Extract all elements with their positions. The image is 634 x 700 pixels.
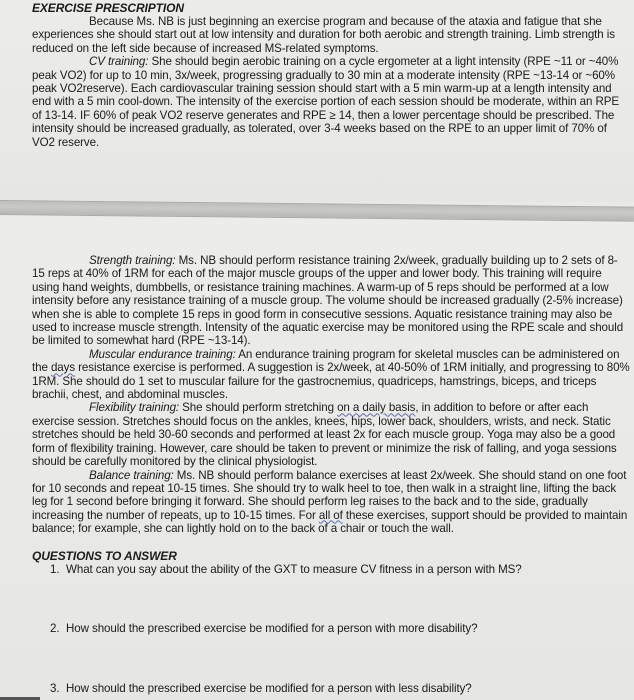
muscular-endurance-text-b: resistance exercise is performed. A suggestion is 2x/week, at 40-50% of 1RM initially, and progressing to 80% 1RM. She should do 1 set to muscular failure for the gastrocnemius, quadriceps, hamstrings, biceps, and triceps brachii, chest, and abdominal muscles. — [32, 361, 630, 402]
spellcheck-flagged-phrase[interactable]: on a daily basis — [337, 401, 416, 415]
balance-paragraph — [32, 469, 630, 536]
questions-list — [32, 563, 630, 695]
intro-paragraph: Because Ms. NB is just beginning an exercise program and because of the ataxia and fatigue that she experiences she should start out at low intensity and duration for both aerobic and strength training. Limb strength is reduced on the left side because of increased MS-related symptoms. — [32, 15, 615, 55]
cv-training-paragraph — [32, 55, 630, 149]
strength-training-paragraph — [32, 254, 630, 348]
strength-training-label: Strength training: — [89, 254, 176, 267]
question-text: What can you say about the ability of the GXT to measure CV fitness in a person with MS? — [66, 562, 522, 576]
flexibility-text-b: , in addition to before or after each exercise session. Stretches should focus on the ankles, knees, hips, lower back, shoulders, wrists, and neck. Static stretches should be held 30-60 seconds and performed at least 2x for each muscle group. Yoga may also be a good form of flexibility training. However, care should be taken to prevent or minimize the risk of falling, and yoga sessions should be carefully monitored by the clinical physiologist. — [32, 401, 617, 469]
question-number: 2. — [50, 622, 60, 636]
question-item — [32, 682, 630, 695]
training-details-section — [32, 254, 630, 695]
balance-text-b: these exercises, support should be provided to maintain balance; for example, she can lightly hold on to the back of a chair or touch the wall. — [32, 508, 628, 536]
flexibility-label: Flexibility training: — [89, 401, 180, 415]
muscular-endurance-label: Muscular endurance training: — [89, 347, 236, 361]
question-number: 1. — [50, 562, 60, 576]
flexibility-text-a: She should perform stretching — [179, 401, 338, 415]
spellcheck-flagged-word[interactable]: days — [50, 361, 76, 375]
muscular-endurance-paragraph — [32, 348, 630, 402]
exercise-prescription-section — [32, 1, 630, 149]
muscular-endurance-text-a: An endurance training program for skeletal muscles can be administered on the — [32, 347, 620, 375]
questions-heading: QUESTIONS TO ANSWER — [32, 548, 177, 563]
question-item — [32, 563, 630, 576]
strength-training-text: Ms. NB should perform resistance training 2x/week, gradually building up to 2 sets of 8-15 reps at 40% of 1RM for each of the major muscle groups of the upper and lower body. This training will require using hand weights, dumbbells, or resistance training machines. A warm-up of 5 reps should be performed at a low intensity before any resistance training of a muscle group. The volume should be increased gradually (2-5% increase) when she is able to complete 15 reps in good form in consecutive sessions. Aquatic resistance training may also be used to increase muscle strength. Intensity of the aquatic exercise may be monitored using the RPE scale and should be limited to somewhat hard (RPE ~13-14). — [32, 254, 624, 348]
question-text: How should the prescribed exercise be modified for a person with less disability? — [66, 681, 472, 695]
cv-training-text: She should begin aerobic training on a cycle ergometer at a light intensity (RPE ~11 or ~40% peak VO2) for up to 10 min, 3x/week, progressing gradually to 30 min at a moderate intensity (RPE ~13-14 or ~60% peak VO2reserve). Each cardiovascular training session should start with a 5 min warm-up at a length intensity and end with a 5 min cool-down. The intensity of the exercise portion of each session should be moderate, within an RPE of 13-14. IF 60% of peak VO2 reserve generates and RPE ≥ 14, then a lower percentage should be prescribed. The intensity should be increased gradually, as tolerated, over 3-4 weeks based on the RPE to an upper limit of 70% of VO2 reserve. — [32, 55, 619, 149]
balance-text-a: Ms. NB should perform balance exercises at least 2x/week. She should stand on one foot for 10 seconds and repeat 10-15 times. She should try to walk heel to toe, then walk in a straight line, lifting the back leg for 1 second before bringing it forward. She should perform leg raises to the back and to the side, gradually increasing the number of repeats, up to 10-15 times. For — [32, 468, 627, 522]
question-text: How should the prescribed exercise be modified for a person with more disability? — [66, 622, 478, 636]
question-item — [32, 622, 630, 635]
balance-label: Balance training: — [89, 468, 174, 482]
cv-training-label: CV training: — [89, 55, 149, 69]
section-heading: EXERCISE PRESCRIPTION — [32, 1, 184, 15]
question-number: 3. — [50, 681, 60, 695]
spellcheck-flagged-phrase[interactable]: all of — [318, 508, 343, 522]
flexibility-paragraph — [32, 401, 630, 468]
questions-section — [32, 550, 630, 696]
